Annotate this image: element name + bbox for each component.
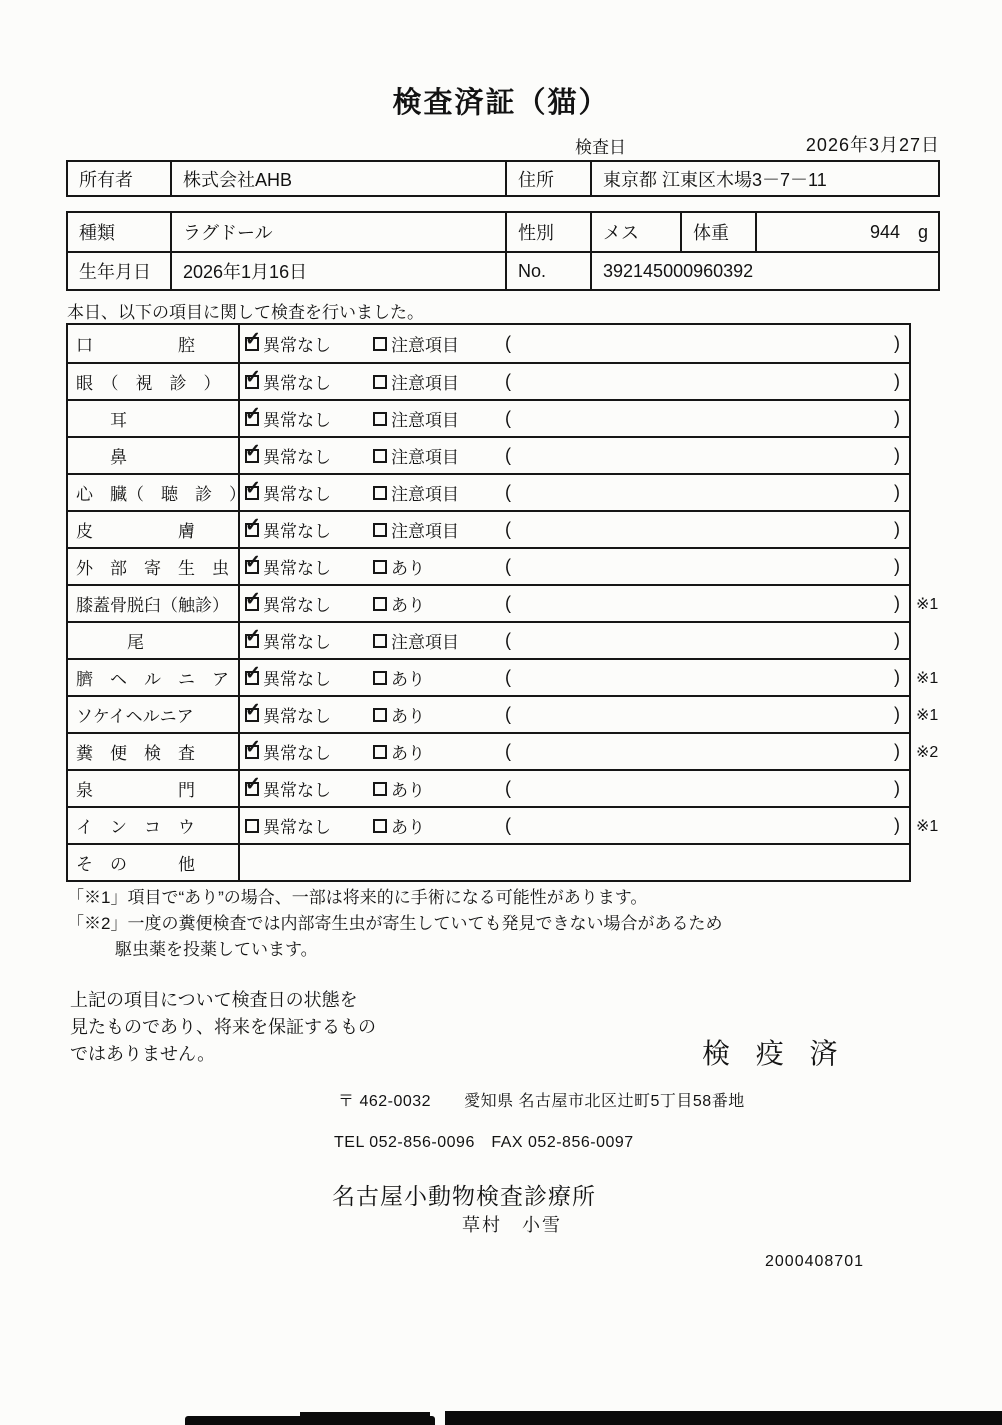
item-options [240,549,909,584]
checkbox-icon [373,671,387,685]
footnote-2: 「※2」一度の糞便検査では内部寄生虫が寄生していても発見できない場合があるため [67,914,723,933]
item-label: 皮 膚 [68,512,240,547]
checkbox-icon [373,486,387,500]
item-label: 泉 門 [68,771,240,806]
paren-close: ) [894,408,900,428]
disclaimer-line: ではありません。 [70,1044,216,1064]
option-label: 異常なし [263,559,331,578]
option-label: あり [391,596,425,615]
check-icon [245,440,261,463]
inspection-date-label: 検査日 [575,138,626,157]
checkbox-icon [373,449,387,463]
no-label: No. [507,253,592,289]
item-options [240,771,909,806]
inspection-row [68,843,909,880]
paren-open: ( [505,741,511,761]
check-icon [245,403,261,426]
disclaimer-line: 上記の項目について検査日の状態を [70,990,358,1010]
option-label: あり [391,818,425,837]
disclaimer [70,987,376,1068]
option-label: 注意項目 [391,336,459,355]
inspection-row [68,325,909,362]
inspection-row [68,399,909,436]
option-label: 注意項目 [391,374,459,393]
option-label: 異常なし [263,633,331,652]
option-label: 異常なし [263,448,331,467]
checkbox-icon [245,671,259,685]
check-icon [245,588,261,611]
checkbox-icon [245,745,259,759]
option-label: あり [391,707,425,726]
inspection-row [68,806,939,843]
option-caution [373,480,505,505]
check-icon [245,662,261,685]
option-label: あり [391,559,425,578]
option-normal [245,480,373,505]
checkbox-icon [245,560,259,574]
checkbox-icon [373,375,387,389]
item-label: 臍 ヘ ル ニ ア [68,660,240,695]
page-title: 検査済証（猫） [392,87,610,119]
option-label: 異常なし [263,596,331,615]
checkbox-icon [373,412,387,426]
paren-open: ( [505,815,511,835]
checkbox-icon [373,634,387,648]
no-value: 392145000960392 [603,260,754,281]
checkbox-icon [373,782,387,796]
item-label: ソケイヘルニア [68,697,240,732]
weight-unit: g [917,221,928,242]
check-icon [245,625,261,648]
paren-close: ) [894,778,900,798]
item-options [240,401,909,436]
item-options [240,438,909,473]
intro-sentence: 本日、以下の項目に関して検査を行いました。 [67,303,424,322]
footnote-2-cont: 駆虫薬を投薬しています。 [115,940,318,959]
item-options [240,734,909,769]
paren-close: ) [894,704,900,724]
option-label: 注意項目 [391,485,459,504]
address-value: 東京都 江東区木場3－7－11 [603,169,827,190]
option-caution [373,369,505,394]
option-present [373,554,505,579]
item-options [240,325,909,362]
option-label: 異常なし [263,707,331,726]
item-options [240,660,909,695]
option-present [373,739,505,764]
option-label: 注意項目 [391,448,459,467]
paren-close: ) [894,519,900,539]
checkbox-icon [245,412,259,426]
item-options [240,512,909,547]
item-label: 尾 [68,623,240,658]
option-label: 異常なし [263,781,331,800]
item-label: 心 臓（ 聴 診 ） [68,475,240,510]
checkbox-icon [245,819,259,833]
footnote-mark: ※2 [916,743,939,761]
inspection-row [68,695,939,732]
item-options [240,475,909,510]
option-label: あり [391,670,425,689]
paren-open: ( [505,445,511,465]
option-present [373,776,505,801]
paren-close: ) [894,630,900,650]
weight-label: 体重 [682,213,757,251]
option-label: 異常なし [263,374,331,393]
footnote-mark: ※1 [916,595,939,613]
option-caution [373,628,505,653]
option-present [373,591,505,616]
option-present [373,813,505,838]
paren-open: ( [505,371,511,391]
paren-open: ( [505,408,511,428]
option-normal [245,406,373,431]
paren-open: ( [505,704,511,724]
inspection-date-value: 2026年3月27日 [805,135,940,155]
checkbox-icon [373,819,387,833]
item-options [240,845,909,880]
option-normal [245,591,373,616]
option-normal [245,739,373,764]
option-normal [245,369,373,394]
option-normal [245,702,373,727]
paren-open: ( [505,667,511,687]
clinic-phone: TEL 052-856-0096 FAX 052-856-0097 [334,1134,634,1151]
option-label: あり [391,744,425,763]
weight-value [757,213,938,251]
option-label: 異常なし [263,411,331,430]
checkbox-icon [245,523,259,537]
item-options [240,697,909,732]
type-label: 種類 [68,213,172,251]
item-options [240,808,909,843]
inspection-row [68,769,909,806]
address-label: 住所 [507,162,592,195]
paren-close: ) [894,593,900,613]
item-label: 膝蓋骨脱臼（触診） [68,586,240,621]
item-label: 眼 （ 視 診 ） [68,364,240,399]
paren-open: ( [505,519,511,539]
paren-close: ) [894,445,900,465]
footnote-1: 「※1」項目で“あり”の場合、一部は将来的に手術になる可能性があります。 [67,888,648,907]
option-normal [245,443,373,468]
inspection-table [66,323,939,882]
check-icon [245,477,261,500]
document-serial: 2000408701 [765,1253,864,1270]
disclaimer-line: 見たものであり、将来を保証するもの [70,1017,376,1037]
option-label: 異常なし [263,522,331,541]
scan-artifact [445,1411,1002,1425]
footnote-mark: ※1 [916,669,939,687]
checkbox-icon [373,337,387,351]
item-label: 口 腔 [68,325,240,362]
option-present [373,665,505,690]
birth-value: 2026年1月16日 [172,253,507,289]
option-label: 異常なし [263,744,331,763]
footnotes [67,885,722,963]
inspection-row [68,732,939,769]
check-icon [245,551,261,574]
option-normal [245,554,373,579]
option-caution [373,406,505,431]
option-caution [373,517,505,542]
owner-value: 株式会社AHB [172,162,507,195]
check-icon [245,699,261,722]
option-normal [245,628,373,653]
check-icon [245,736,261,759]
type-value: ラグドール [172,213,507,251]
option-normal [245,665,373,690]
paren-close: ) [894,556,900,576]
option-label: 異常なし [263,670,331,689]
item-label: 耳 [68,401,240,436]
item-label: 外 部 寄 生 虫 [68,549,240,584]
item-options [240,623,909,658]
option-label: 異常なし [263,336,331,355]
inspection-row [68,621,909,658]
inspection-row [68,584,939,621]
checkbox-icon [373,597,387,611]
option-label: 異常なし [263,485,331,504]
checkbox-icon [245,782,259,796]
check-icon [245,514,261,537]
weight-number: 944 [869,221,900,242]
checkbox-icon [245,375,259,389]
option-label: 注意項目 [391,633,459,652]
checkbox-icon [373,523,387,537]
paren-open: ( [505,556,511,576]
paren-open: ( [505,778,511,798]
checkbox-icon [373,745,387,759]
checkbox-icon [245,634,259,648]
option-normal [245,776,373,801]
item-label: イ ン コ ウ [68,808,240,843]
option-caution [373,443,505,468]
inspection-row [68,510,909,547]
checkbox-icon [373,560,387,574]
footnote-mark: ※1 [916,706,939,724]
item-options [240,364,909,399]
option-present [373,702,505,727]
option-label: 注意項目 [391,411,459,430]
pet-table-row [68,213,938,251]
inspection-row [68,436,909,473]
inspection-row [68,547,909,584]
check-icon [245,328,261,351]
paren-open: ( [505,593,511,613]
clinic-address: 〒 462-0032 愛知県 名古屋市北区辻町5丁目58番地 [338,1093,745,1110]
checkbox-icon [245,337,259,351]
checkbox-icon [245,597,259,611]
paren-open: ( [505,482,511,502]
checkbox-icon [373,708,387,722]
paren-close: ) [894,667,900,687]
option-label: 注意項目 [391,522,459,541]
sex-label: 性別 [507,213,592,251]
owner-table [66,160,940,197]
option-label: 異常なし [263,818,331,837]
option-caution [373,331,505,356]
paren-close: ) [894,815,900,835]
paren-close: ) [894,371,900,391]
option-normal [245,517,373,542]
checkbox-icon [245,449,259,463]
option-label: あり [391,781,425,800]
item-label: 糞 便 検 査 [68,734,240,769]
checkbox-icon [245,486,259,500]
owner-label: 所有者 [68,162,172,195]
option-normal [245,813,373,838]
veterinarian-name: 草村 小雪 [462,1215,562,1235]
quarantine-stamp: 検 疫 済 [702,1038,847,1069]
item-label: そ の 他 [68,845,240,880]
inspection-row [68,658,939,695]
item-options [240,586,909,621]
paren-open: ( [505,630,511,650]
sex-value: メス [592,213,682,251]
checkbox-icon [245,708,259,722]
footnote-mark: ※1 [916,817,939,835]
scan-artifact [300,1412,430,1425]
paren-close: ) [894,482,900,502]
paren-close: ) [894,333,900,353]
check-icon [245,773,261,796]
check-icon [245,366,261,389]
pet-table [66,211,940,291]
inspection-row [68,362,909,399]
paren-close: ) [894,741,900,761]
item-label: 鼻 [68,438,240,473]
option-normal [245,331,373,356]
inspection-row [68,473,909,510]
birth-label: 生年月日 [68,253,172,289]
pet-table-row [68,251,938,289]
clinic-name: 名古屋小動物検査診療所 [332,1183,596,1209]
paren-open: ( [505,333,511,353]
